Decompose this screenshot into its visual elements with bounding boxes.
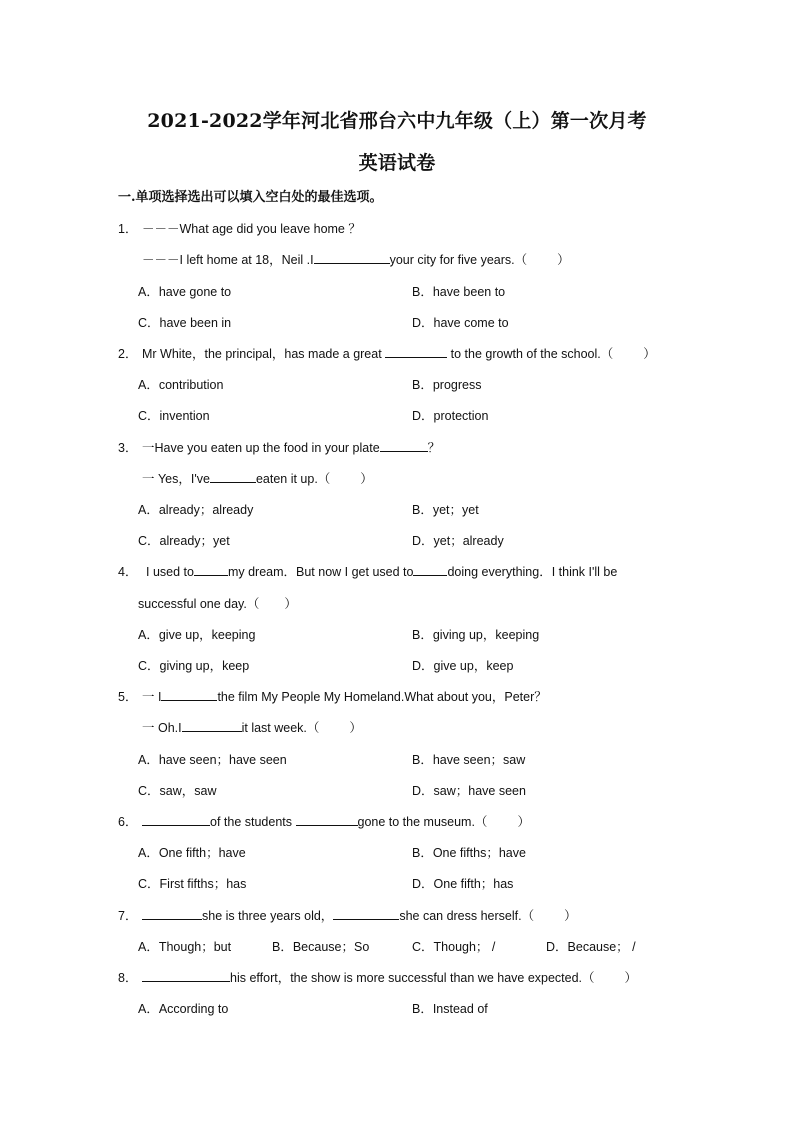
option-b[interactable]: B．have seen；saw bbox=[412, 753, 526, 767]
q7-text-a: she is three years old， bbox=[202, 909, 334, 923]
option-d[interactable]: D．One fifth；has bbox=[412, 877, 514, 891]
q3-text-c: 一 Yes，I've bbox=[142, 472, 210, 486]
q5-text-e: ） bbox=[349, 721, 362, 735]
q8-text-c: ） bbox=[624, 971, 638, 985]
option-a[interactable]: A．One fifth；have bbox=[138, 846, 246, 860]
answer-blank[interactable] bbox=[182, 719, 242, 732]
question-6-line bbox=[142, 812, 530, 830]
option-c[interactable]: C．Though； / bbox=[412, 940, 496, 954]
option-c[interactable]: C．already；yet bbox=[138, 534, 230, 548]
q8-text-a: his effort，the show is more successful than we have expected.（ bbox=[230, 971, 595, 985]
option-a[interactable]: A．According to bbox=[138, 1002, 229, 1016]
answer-blank[interactable] bbox=[161, 688, 217, 701]
question-8-line bbox=[142, 968, 637, 986]
question-number: 6． bbox=[118, 815, 138, 829]
option-b[interactable]: B．progress bbox=[412, 378, 482, 392]
answer-blank[interactable] bbox=[142, 907, 202, 920]
option-d[interactable]: D．yet；already bbox=[412, 534, 504, 548]
q3-text-e: ） bbox=[360, 472, 373, 486]
q2-text-a: Mr White，the principal，has made a great bbox=[142, 347, 382, 361]
question-number: 8． bbox=[118, 971, 138, 985]
option-c[interactable]: C．invention bbox=[138, 409, 210, 423]
q4-text-a3: doing everything．I think I'll be bbox=[447, 565, 618, 579]
answer-blank[interactable] bbox=[194, 563, 228, 576]
question-number: 2． bbox=[118, 347, 138, 361]
q6-text-c: ） bbox=[517, 815, 530, 829]
option-d[interactable]: D．have come to bbox=[412, 316, 509, 330]
q2-text-b: to the growth of the school.（ bbox=[450, 347, 614, 361]
option-a[interactable]: A．have gone to bbox=[138, 285, 232, 299]
q7-text-c: ） bbox=[564, 909, 577, 923]
q7-text-b: she can dress herself.（ bbox=[399, 909, 535, 923]
q4-text-a1: I used to bbox=[146, 565, 194, 579]
q2-text-c: ） bbox=[643, 347, 656, 361]
q1-text-a: －－－I left home at 18，Neil .I bbox=[142, 253, 314, 267]
option-d[interactable]: D．saw；have seen bbox=[412, 784, 526, 798]
answer-blank[interactable] bbox=[142, 969, 230, 982]
question-4-line-1 bbox=[146, 562, 675, 580]
answer-blank[interactable] bbox=[385, 345, 447, 358]
section-heading: 一.单项选择选出可以填入空白处的最佳选项。 bbox=[118, 190, 383, 205]
question-number: 7． bbox=[118, 909, 138, 923]
question-1-line-2 bbox=[142, 250, 570, 268]
answer-blank[interactable] bbox=[333, 907, 399, 920]
q6-text-a: of the students bbox=[210, 815, 293, 829]
question-1-line-1: －－－What age did you leave home ？ bbox=[142, 222, 361, 236]
q4-text-a bbox=[146, 562, 617, 580]
question-number: 5． bbox=[118, 690, 138, 704]
question-2-line bbox=[142, 344, 656, 362]
question-number: 4． bbox=[118, 565, 138, 579]
question-number: 1． bbox=[118, 222, 138, 236]
option-a[interactable]: A．contribution bbox=[138, 378, 224, 392]
answer-blank[interactable] bbox=[296, 813, 358, 826]
question-number: 3． bbox=[118, 441, 138, 455]
q5-text-d: it last week.（ bbox=[241, 721, 320, 735]
option-b[interactable]: B．Instead of bbox=[412, 1002, 488, 1016]
option-c[interactable]: C．First fifths；has bbox=[138, 877, 247, 891]
option-b[interactable]: B．yet；yet bbox=[412, 503, 479, 517]
question-3-line-1 bbox=[142, 438, 440, 456]
option-a[interactable]: A．already；already bbox=[138, 503, 254, 517]
q3-text-d: eaten it up.（ bbox=[255, 472, 331, 486]
option-a[interactable]: A．Though；but bbox=[138, 940, 232, 954]
q5-text-b: the film My People My Homeland.What about you，Peter？ bbox=[217, 690, 547, 704]
option-d[interactable]: D．give up，keep bbox=[412, 659, 514, 673]
answer-blank[interactable] bbox=[210, 470, 256, 483]
option-c[interactable]: C．giving up，keep bbox=[138, 659, 250, 673]
option-b[interactable]: B．giving up，keeping bbox=[412, 628, 540, 642]
answer-blank[interactable] bbox=[380, 439, 428, 452]
option-b[interactable]: B．Because；So bbox=[272, 940, 370, 954]
option-b[interactable]: B．have been to bbox=[412, 285, 506, 299]
question-7-line bbox=[142, 906, 577, 924]
exam-title: 2021-2022学年河北省邢台六中九年级（上）第一次月考 bbox=[147, 110, 647, 132]
option-a[interactable]: A．have seen；have seen bbox=[138, 753, 287, 767]
answer-blank[interactable] bbox=[314, 251, 390, 264]
answer-blank[interactable] bbox=[413, 563, 447, 576]
option-c[interactable]: C．saw，saw bbox=[138, 784, 217, 798]
question-5-line-2 bbox=[142, 718, 362, 736]
option-a[interactable]: A．give up，keeping bbox=[138, 628, 256, 642]
exam-subtitle: 英语试卷 bbox=[358, 152, 436, 174]
option-b[interactable]: B．One fifths；have bbox=[412, 846, 526, 860]
option-c[interactable]: C．have been in bbox=[138, 316, 232, 330]
option-d[interactable]: D．Because； / bbox=[546, 940, 636, 954]
q6-text-b: gone to the museum.（ bbox=[357, 815, 488, 829]
question-3-line-2 bbox=[142, 469, 373, 487]
q3-text-b: ？ bbox=[427, 441, 441, 455]
q5-text-a: 一 I bbox=[142, 690, 162, 704]
q1-text-b: your city for five years.（ bbox=[389, 253, 528, 267]
q4-text-a2: my dream．But now I get used to bbox=[227, 565, 414, 579]
question-5-line-1 bbox=[142, 687, 547, 705]
option-d[interactable]: D．protection bbox=[412, 409, 489, 423]
q1-text-c: ） bbox=[557, 253, 570, 267]
q5-text-c: 一 Oh.I bbox=[142, 721, 182, 735]
question-4-line-2: successful one day.（ ） bbox=[138, 597, 297, 611]
answer-blank[interactable] bbox=[142, 813, 210, 826]
q3-text-a: 一Have you eaten up the food in your plate bbox=[142, 441, 380, 455]
